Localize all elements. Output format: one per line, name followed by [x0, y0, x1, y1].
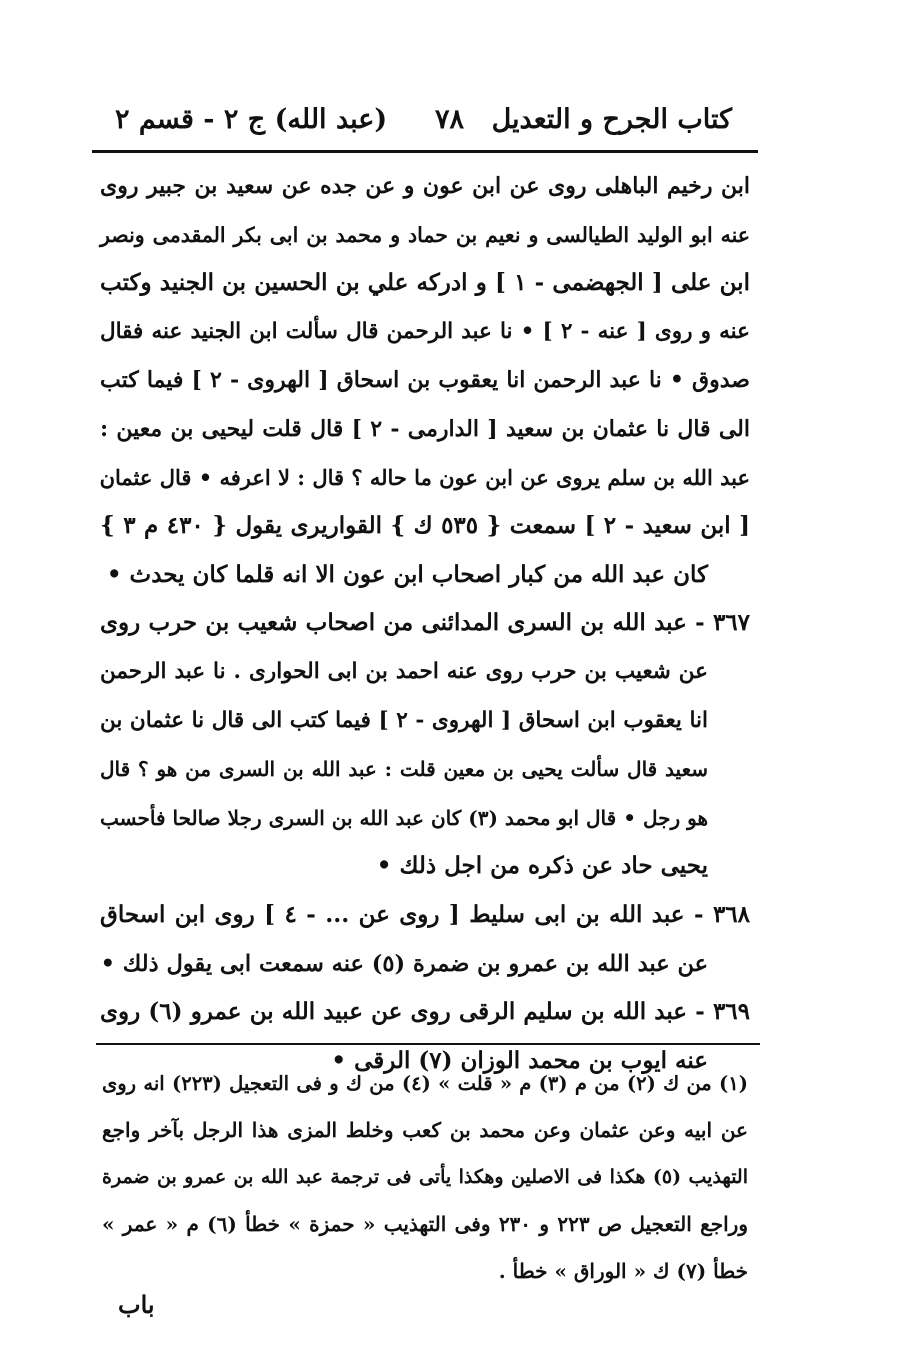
- footnote-line: (١) من ك (٢) من م (٣) م « قلت » (٤) من ك و فى التعجيل (٢٢٣) انه روى: [102, 1072, 748, 1095]
- text-line: الى قال نا عثمان بن سعيد [ الدارمى - ٢ ] قال قلت ليحيى بن معين :: [100, 415, 750, 442]
- text-line: ابن رخيم الباهلى روى عن ابن عون و عن جده عن سعيد بن جبير روى: [100, 173, 750, 199]
- entry-367-heading: ٣٦٧ - عبد الله بن السرى المدائنى من اصحاب شعيب بن حرب روى: [100, 609, 750, 637]
- book-title: كتاب الجرح و التعديل: [491, 104, 732, 135]
- entry-369-heading: ٣٦٩ - عبد الله بن سليم الرقى روى عن عبيد الله بن عمرو (٦) روى: [100, 998, 750, 1026]
- entry-368-heading: ٣٦٨ - عبد الله بن ابى سليط [ روى عن ... - ٤ ] روى ابن اسحاق: [100, 900, 750, 928]
- footnote-line: عن ابيه وعن عثمان وعن محمد بن كعب وخلط المزى هذا الرجل بآخر واجع: [102, 1118, 748, 1142]
- catchword: باب: [118, 1290, 155, 1319]
- text-line: عبد الله بن سلم يروى عن ابن عون ما حاله ؟ قال : لا اعرفه • قال عثمان: [99, 464, 750, 490]
- text-line: هو رجل • قال ابو محمد (٣) كان عبد الله بن السرى رجلا صالحا فأحسب: [100, 805, 708, 830]
- text-line: عنه ايوب بن محمد الوزان (٧) الرقى •: [331, 1046, 708, 1074]
- footnote-line: وراجع التعجيل ص ٢٢٣ و ٢٣٠ وفى التهذيب « حمزة » خطأ (٦) م « عمر »: [102, 1212, 748, 1236]
- page-header: [95, 100, 760, 144]
- footnote-rule: [96, 1043, 760, 1045]
- page-number: ٧٨: [434, 104, 464, 135]
- text-line: [ ابن سعيد - ٢ ] سمعت { ٥٣٥ ك } القواريرى يقول { ٤٣٠ م ٣ }: [100, 512, 751, 540]
- text-line: صدوق • نا عبد الرحمن انا يعقوب بن اسحاق [ الهروى - ٢ ] فيما كتب: [100, 367, 750, 394]
- footnote-line: خطأ (٧) ك « الوراق » خطأ .: [498, 1259, 748, 1283]
- text-line: يحيى حاد عن ذكره من اجل ذلك •: [376, 852, 708, 880]
- header-rule: [92, 150, 758, 153]
- text-line: انا يعقوب ابن اسحاق [ الهروى - ٢ ] فيما كتب الى قال نا عثمان بن: [100, 707, 709, 733]
- text-line: عن عبد الله بن عمرو بن ضمرة (٥) عنه سمعت ابى يقول ذلك •: [100, 950, 708, 977]
- text-line: عنه ابو الوليد الطيالسى و نعيم بن حماد و محمد بن ابى بكر المقدمى ونصر: [100, 222, 750, 247]
- text-line: ابن على [ الجهضمى - ١ ] و ادركه علي بن الحسين بن الجنيد وكتب: [100, 269, 750, 297]
- text-line: كان عبد الله من كبار اصحاب ابن عون الا انه قلما كان يحدث •: [106, 560, 708, 588]
- text-line: عنه و روى [ عنه - ٢ ] • نا عبد الرحمن قال سألت ابن الجنيد عنه فقال: [100, 318, 750, 344]
- text-line: عن شعيب بن حرب روى عنه احمد بن ابى الحوارى . نا عبد الرحمن: [100, 658, 708, 684]
- section-label: (عبد الله) ج ٢ - قسم ٢: [115, 104, 388, 135]
- footnotes: [102, 1060, 748, 1295]
- footnote-line: التهذيب (٥) هكذا فى الاصلين وهكذا يأتى فى ترجمة عبد الله بن عمرو بن ضمرة: [102, 1166, 748, 1188]
- main-text: [100, 162, 750, 1085]
- text-line: سعيد قال سألت يحيى بن معين قلت : عبد الله بن السرى من هو ؟ قال: [100, 757, 708, 782]
